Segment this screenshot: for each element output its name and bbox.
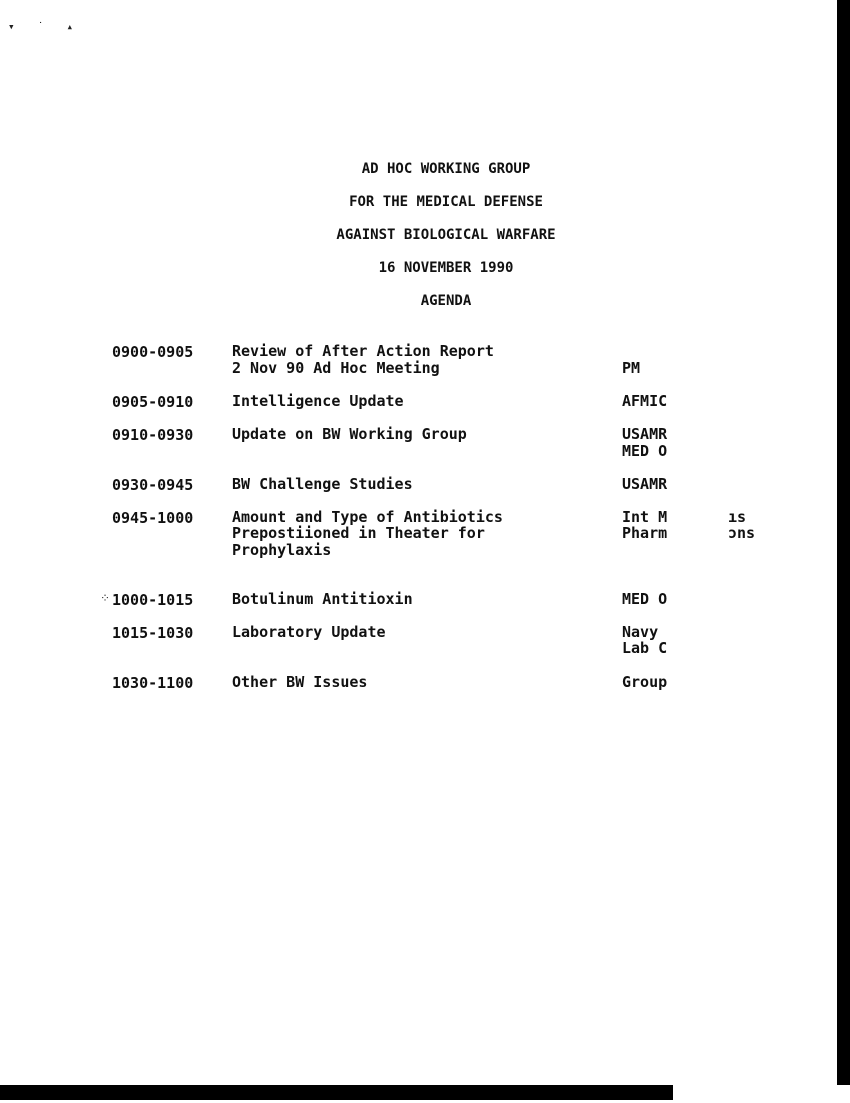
agenda-topic: Intelligence Update [232, 392, 404, 410]
agenda-presenter: USAMR [622, 425, 668, 443]
agenda-presenter: MED O [622, 442, 668, 460]
agenda-time: 0945-1000 [112, 509, 194, 527]
agenda-topic: Prophylaxis [232, 541, 332, 559]
agenda-time: 1015-1030 [112, 624, 194, 642]
agenda-presenter: Navy [622, 623, 659, 641]
title-line-3: AGAINST BIOLOGICAL WARFARE [336, 227, 556, 243]
agenda-presenter: MED O [622, 590, 668, 608]
agenda-presenter: Int M [622, 508, 668, 526]
meeting-date: 16 NOVEMBER 1990 [378, 260, 514, 276]
agenda-time: 0900-0905 [112, 343, 194, 361]
agenda-time: 1000-1015 [112, 591, 194, 609]
agenda-topic: Prepostiioned in Theater for [232, 524, 485, 542]
title-line-1: AD HOC WORKING GROUP [361, 161, 531, 177]
agenda-presenter: AFMIC [622, 392, 668, 410]
agenda-extra: ɔns [728, 524, 756, 542]
agenda-presenter: USAMR [622, 475, 668, 493]
scan-bottom-bar [0, 1085, 673, 1100]
agenda-time: 0910-0930 [112, 426, 194, 444]
agenda-topic: BW Challenge Studies [232, 475, 413, 493]
agenda-time: 0930-0945 [112, 476, 194, 494]
agenda-presenter: PM [622, 359, 641, 377]
agenda-presenter: Pharm [622, 524, 668, 542]
agenda-time: 0905-0910 [112, 393, 194, 411]
agenda-topic: Botulinum Antitioxin [232, 590, 413, 608]
agenda-topic: Laboratory Update [232, 623, 386, 641]
title-line-2: FOR THE MEDICAL DEFENSE [349, 194, 543, 210]
agenda-presenter: Group [622, 673, 668, 691]
agenda-topic: Review of After Action Report [232, 342, 494, 360]
agenda-topic: Other BW Issues [232, 673, 368, 691]
agenda-extra: ıs [728, 508, 747, 526]
agenda-presenter: Lab C [622, 639, 668, 657]
agenda-topic: 2 Nov 90 Ad Hoc Meeting [232, 359, 440, 377]
agenda-topic: Amount and Type of Antibiotics [232, 508, 503, 526]
agenda-time: 1030-1100 [112, 674, 194, 692]
handwritten-mark: ⁘ [100, 591, 111, 605]
agenda-topic: Update on BW Working Group [232, 425, 467, 443]
scan-specks: ▾ ˙ ▴ [8, 20, 82, 33]
agenda-heading: AGENDA [420, 293, 472, 309]
